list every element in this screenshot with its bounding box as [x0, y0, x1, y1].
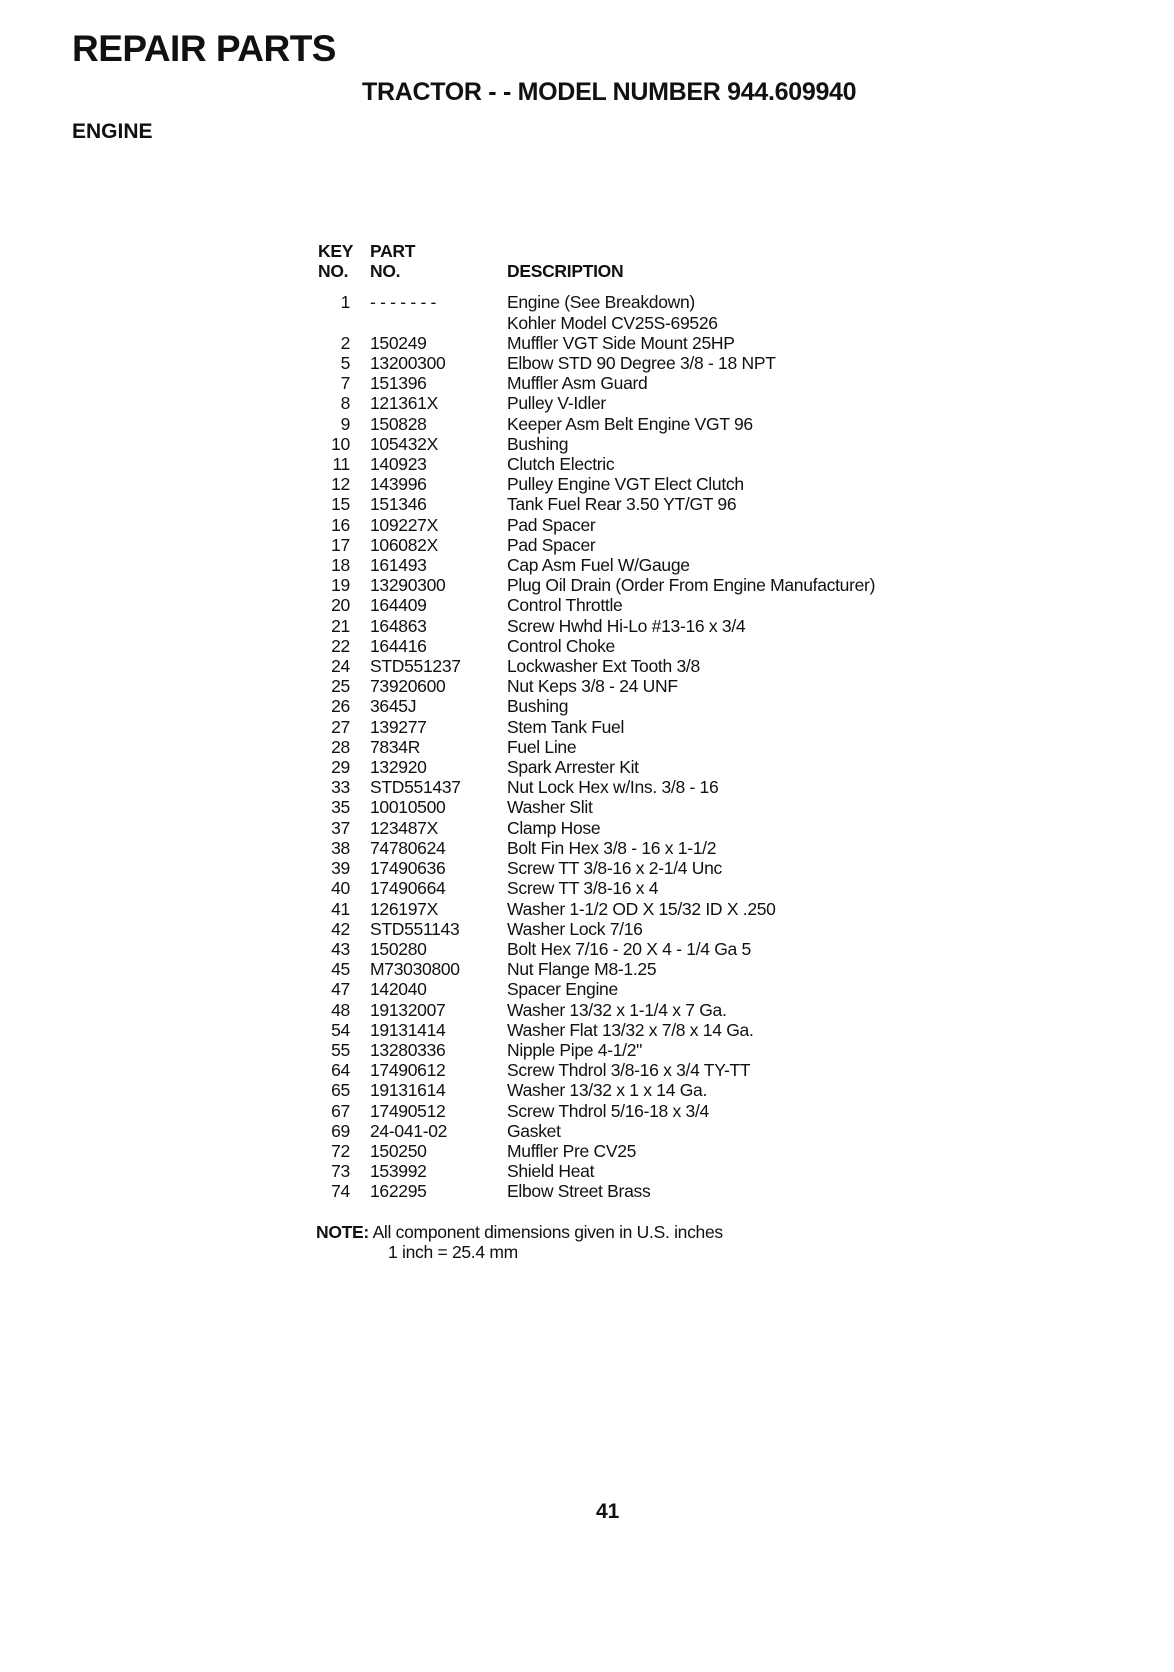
table-row: [318, 414, 875, 434]
key-number: 17: [331, 534, 350, 555]
key-number: 41: [331, 898, 350, 919]
key-number: 24: [331, 656, 350, 677]
key-number: 21: [331, 615, 350, 636]
table-row: [318, 656, 875, 676]
part-number: 161493: [370, 555, 427, 576]
note-line-2: 1 inch = 25.4 mm: [388, 1242, 518, 1262]
key-number: 33: [331, 777, 350, 798]
key-number: 47: [331, 979, 350, 1000]
part-description: Bushing: [507, 433, 569, 454]
part-description: Clamp Hose: [507, 817, 601, 838]
part-number: - - - - - - -: [370, 292, 437, 313]
key-number: 40: [331, 878, 350, 899]
key-number: 27: [331, 716, 350, 737]
table-row: [318, 515, 875, 535]
part-description: Screw Thdrol 3/8-16 x 3/4 TY-TT: [507, 1060, 751, 1081]
table-row: [318, 818, 875, 838]
part-number: 121361X: [370, 393, 438, 414]
part-number: 13200300: [370, 353, 446, 374]
key-number: 19: [331, 575, 350, 596]
part-number: M73030800: [370, 959, 460, 980]
table-row: [318, 777, 875, 797]
key-number: 16: [331, 514, 350, 535]
part-description: Tank Fuel Rear 3.50 YT/GT 96: [507, 494, 737, 515]
part-number: 19132007: [370, 999, 446, 1020]
table-row: [318, 717, 875, 737]
part-number: 17490664: [370, 878, 446, 899]
section-heading: ENGINE: [72, 120, 153, 143]
table-row: [318, 313, 875, 333]
table-row: [318, 535, 875, 555]
part-description: Spark Arrester Kit: [507, 757, 639, 778]
table-row: [318, 878, 875, 898]
part-number: 132920: [370, 757, 427, 778]
part-description: Pulley Engine VGT Elect Clutch: [507, 474, 744, 495]
table-row: [318, 838, 875, 858]
part-number: 17490636: [370, 858, 446, 879]
key-number: 39: [331, 858, 350, 879]
key-number: 43: [331, 938, 350, 959]
part-description: Pad Spacer: [507, 534, 596, 555]
part-number: 150828: [370, 413, 427, 434]
part-number: 109227X: [370, 514, 438, 535]
part-number: 106082X: [370, 534, 438, 555]
part-description: Plug Oil Drain (Order From Engine Manufacturer): [507, 575, 876, 596]
part-description: Control Choke: [507, 635, 615, 656]
part-number: 7834R: [370, 736, 421, 757]
page-number: 41: [596, 1500, 620, 1523]
part-description: Washer 13/32 x 1-1/4 x 7 Ga.: [507, 999, 727, 1020]
part-number: 164409: [370, 595, 427, 616]
part-description: Washer Lock 7/16: [507, 918, 643, 939]
key-number: 25: [331, 676, 350, 697]
part-number: 151346: [370, 494, 427, 515]
key-number: 15: [331, 494, 350, 515]
part-description: Nut Flange M8-1.25: [507, 959, 657, 980]
part-description: Elbow Street Brass: [507, 1181, 651, 1202]
table-row: [318, 1060, 875, 1080]
part-description: Bushing: [507, 696, 569, 717]
description-header: DESCRIPTION: [507, 261, 624, 282]
table-row: [318, 1020, 875, 1040]
part-description: Pad Spacer: [507, 514, 596, 535]
page-title: REPAIR PARTS: [72, 28, 336, 69]
table-row: [318, 494, 875, 514]
model-subtitle: TRACTOR - - MODEL NUMBER 944.609940: [362, 78, 857, 106]
part-description: Screw Hwhd Hi-Lo #13-16 x 3/4: [507, 615, 746, 636]
part-number: 3645J: [370, 696, 417, 717]
note-label: NOTE:: [316, 1222, 369, 1242]
key-number: 69: [331, 1120, 350, 1141]
table-row: [318, 1080, 875, 1100]
part-description: Fuel Line: [507, 736, 577, 757]
part-number: 13290300: [370, 575, 446, 596]
part-description: Muffler VGT Side Mount 25HP: [507, 332, 735, 353]
key-number: 28: [331, 736, 350, 757]
part-description: Nipple Pipe 4-1/2": [507, 1039, 643, 1060]
part-number: 74780624: [370, 837, 446, 858]
table-row: [318, 979, 875, 999]
part-description: Clutch Electric: [507, 454, 615, 475]
part-description: Muffler Pre CV25: [507, 1140, 637, 1161]
table-row: [318, 333, 875, 353]
part-number: 150280: [370, 938, 427, 959]
table-row: [318, 474, 875, 494]
part-header: PART: [370, 241, 416, 261]
table-row: [318, 959, 875, 979]
part-description: Washer Slit: [507, 797, 593, 818]
part-description: Washer 13/32 x 1 x 14 Ga.: [507, 1080, 708, 1101]
part-description: Washer 1-1/2 OD X 15/32 ID X .250: [507, 898, 776, 919]
part-number: STD551143: [370, 918, 460, 939]
key-header-no: NO.: [318, 261, 349, 282]
key-number: 48: [331, 999, 350, 1020]
part-number: 73920600: [370, 676, 446, 697]
key-number: 55: [331, 1039, 350, 1060]
table-row: [318, 1161, 875, 1181]
part-description: Bolt Fin Hex 3/8 - 16 x 1-1/2: [507, 837, 717, 858]
part-description: Screw TT 3/8-16 x 4: [507, 878, 659, 899]
key-number: 2: [340, 332, 350, 353]
key-number: 67: [331, 1100, 350, 1121]
key-number: [318, 313, 370, 333]
table-row: [318, 353, 875, 373]
table-header-row-1: [318, 241, 875, 261]
key-number: 20: [331, 595, 350, 616]
part-number: 13280336: [370, 1039, 446, 1060]
table-row: [318, 1040, 875, 1060]
key-number: 45: [331, 959, 350, 980]
part-number: 10010500: [370, 797, 446, 818]
key-number: 9: [340, 413, 350, 434]
part-description: Cap Asm Fuel W/Gauge: [507, 555, 690, 576]
key-number: 37: [331, 817, 350, 838]
part-number: 151396: [370, 373, 427, 394]
part-number: STD551237: [370, 656, 461, 677]
part-description: Engine (See Breakdown): [507, 292, 695, 313]
part-number: 105432X: [370, 433, 438, 454]
part-number: 150250: [370, 1140, 427, 1161]
part-description: Shield Heat: [507, 1161, 595, 1182]
part-description: Washer Flat 13/32 x 7/8 x 14 Ga.: [507, 1019, 754, 1040]
part-number: 150249: [370, 332, 427, 353]
table-row: [318, 373, 875, 393]
parts-table: [318, 241, 875, 1202]
parts-rows: [318, 292, 875, 1201]
part-number: 126197X: [370, 898, 438, 919]
table-row: [318, 555, 875, 575]
table-row: [318, 797, 875, 817]
table-row: [318, 454, 875, 474]
part-number: 140923: [370, 454, 427, 475]
key-number: 73: [331, 1161, 350, 1182]
part-number: 164863: [370, 615, 427, 636]
key-number: 5: [340, 353, 350, 374]
part-number: 24-041-02: [370, 1120, 448, 1141]
part-description: Kohler Model CV25S-69526: [507, 312, 718, 333]
key-number: 42: [331, 918, 350, 939]
table-row: [318, 858, 875, 878]
table-row: [318, 616, 875, 636]
table-row: [318, 1121, 875, 1141]
key-number: 18: [331, 555, 350, 576]
table-row: [318, 393, 875, 413]
part-number: 19131414: [370, 1019, 446, 1040]
table-row: [318, 899, 875, 919]
part-number: 164416: [370, 635, 427, 656]
key-number: 65: [331, 1080, 350, 1101]
key-number: 1: [340, 292, 350, 313]
table-row: [318, 1000, 875, 1020]
table-row: [318, 595, 875, 615]
part-header-no: NO.: [370, 261, 401, 282]
table-row: [318, 676, 875, 696]
key-number: 22: [331, 635, 350, 656]
key-number: 10: [331, 433, 350, 454]
part-description: Keeper Asm Belt Engine VGT 96: [507, 413, 753, 434]
table-row: [318, 636, 875, 656]
table-row: [318, 919, 875, 939]
table-header-row-2: [318, 261, 875, 281]
dimensions-note: [316, 1222, 723, 1262]
key-number: 72: [331, 1140, 350, 1161]
key-number: 11: [332, 454, 350, 475]
key-number: 38: [331, 837, 350, 858]
part-number: 162295: [370, 1181, 427, 1202]
table-row: [318, 757, 875, 777]
key-number: 29: [331, 757, 350, 778]
table-row: [318, 939, 875, 959]
part-description: Control Throttle: [507, 595, 623, 616]
table-row: [318, 434, 875, 454]
part-number: [370, 313, 507, 333]
part-description: Spacer Engine: [507, 979, 618, 1000]
part-description: Lockwasher Ext Tooth 3/8: [507, 656, 700, 677]
note-line-1: All component dimensions given in U.S. inches: [372, 1222, 723, 1242]
key-number: 12: [331, 474, 350, 495]
part-number: 142040: [370, 979, 427, 1000]
part-number: 17490612: [370, 1060, 446, 1081]
table-row: [318, 1141, 875, 1161]
part-number: 123487X: [370, 817, 438, 838]
key-number: 7: [340, 373, 350, 394]
key-number: 26: [331, 696, 350, 717]
table-row: [318, 737, 875, 757]
part-description: Muffler Asm Guard: [507, 373, 648, 394]
key-header: KEY: [318, 241, 354, 261]
key-number: 35: [331, 797, 350, 818]
table-row: [318, 1181, 875, 1201]
part-number: 139277: [370, 716, 427, 737]
part-description: Gasket: [507, 1120, 561, 1141]
table-row: [318, 575, 875, 595]
part-number: 17490512: [370, 1100, 446, 1121]
part-description: Screw TT 3/8-16 x 2-1/4 Unc: [507, 858, 722, 879]
part-description: Bolt Hex 7/16 - 20 X 4 - 1/4 Ga 5: [507, 938, 751, 959]
table-row: [318, 1101, 875, 1121]
part-description: Stem Tank Fuel: [507, 716, 625, 737]
part-description: Nut Lock Hex w/Ins. 3/8 - 16: [507, 777, 719, 798]
key-number: 54: [331, 1019, 350, 1040]
part-description: Nut Keps 3/8 - 24 UNF: [507, 676, 678, 697]
table-row: [318, 696, 875, 716]
part-number: 19131614: [370, 1080, 446, 1101]
part-description: Screw Thdrol 5/16-18 x 3/4: [507, 1100, 709, 1121]
part-number: STD551437: [370, 777, 461, 798]
part-number: 153992: [370, 1161, 427, 1182]
part-description: Pulley V-Idler: [507, 393, 606, 414]
key-number: 74: [331, 1181, 350, 1202]
key-number: 64: [331, 1060, 350, 1081]
part-description: Elbow STD 90 Degree 3/8 - 18 NPT: [507, 353, 776, 374]
table-row: [318, 292, 875, 312]
key-number: 8: [340, 393, 350, 414]
part-number: 143996: [370, 474, 427, 495]
